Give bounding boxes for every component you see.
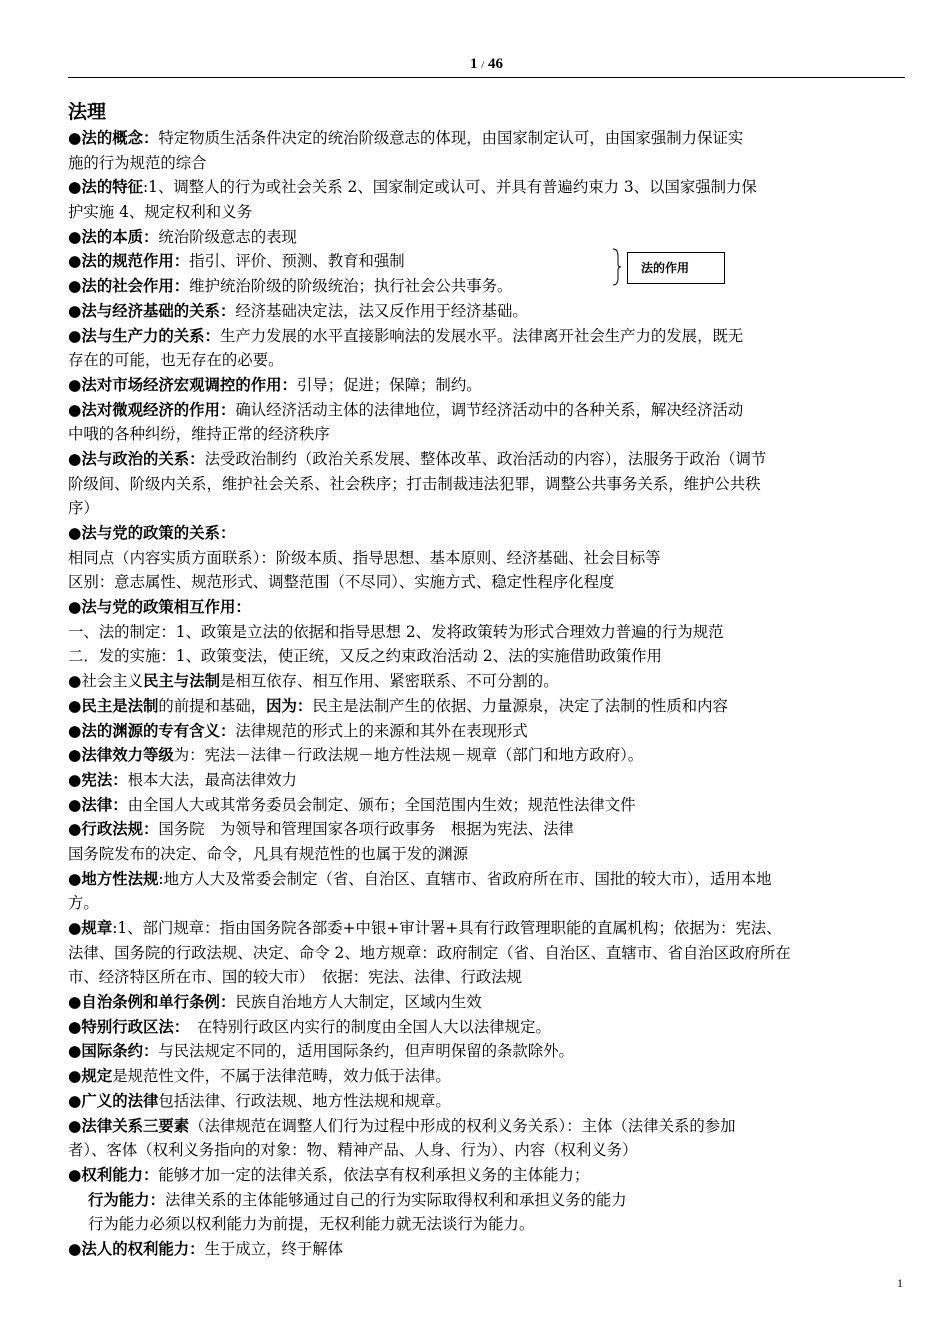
body-text: 护实施 4、规定权利和义务 [68, 203, 252, 222]
text-line [68, 175, 908, 200]
text-line [68, 225, 908, 250]
body-text: 施的行为规范的综合 [68, 153, 207, 172]
body-text: 由全国人大或其常务委员会制定、颁布；全国范围内生效；规范性法律文件 [127, 795, 636, 814]
bold-term: ●法与党的政策的关系： [68, 524, 236, 542]
text-line [68, 472, 908, 497]
body-text: 行为能力必须以权利能力为前提，无权利能力就无法谈行为能力。 [88, 1215, 535, 1234]
body-text: 存在的可能，也无存在的必要。 [68, 351, 284, 370]
bold-term: ●宪法： [68, 770, 128, 789]
body-text: 国务院 为领导和管理国家各项行政事务 根据为宪法、法律 [158, 820, 574, 839]
text-line [68, 1039, 908, 1064]
text-line [68, 817, 908, 842]
total-page-count: 46 [488, 56, 504, 72]
text-line [68, 620, 908, 645]
text-line [68, 644, 908, 669]
bold-term: ●规章 [68, 919, 113, 937]
bold-term: ●法与经济基础的关系： [68, 301, 236, 320]
text-line [68, 1015, 908, 1040]
body-text: 区别：意志属性、规范形式、调整范围（不尽同）、实施方式、稳定性程序化程度 [68, 573, 615, 592]
text-line [68, 941, 908, 966]
page-header [68, 56, 905, 73]
body-text: 根本大法，最高法律效力 [127, 770, 297, 789]
text-line [68, 1237, 908, 1262]
text-line [68, 348, 908, 373]
text-line [68, 867, 908, 892]
text-line [68, 324, 908, 349]
bold-term: ●特别行政区法： [68, 1017, 182, 1036]
text-line [68, 965, 908, 990]
bold-term: ●地方性法规 [68, 869, 159, 888]
text-line [68, 521, 908, 546]
text-line [68, 1064, 908, 1089]
text-line [68, 694, 908, 719]
body-text: 民主是法制产生的依据、力量源泉，决定了法制的性质和内容 [312, 696, 728, 715]
text-lines [68, 126, 908, 1262]
section-title: 法理 [68, 101, 107, 123]
bold-term: ●法律效力等级 [68, 746, 174, 765]
body-text: 民族自治地方人大制定，区域内生效 [235, 993, 482, 1012]
body-text: 维护统治阶级的阶级统治；执行社会公共事务。 [189, 277, 513, 296]
bold-term: ●法的规范作用： [68, 252, 190, 271]
body-text: :地方人大及常委会制定（省、自治区、直辖市、省政府所在市、国批的较大市），适用本地 [158, 869, 772, 888]
body-text: 法律关系的主体能够通过自己的行为实际取得权利和承担义务的能力 [164, 1190, 627, 1209]
text-line [68, 151, 908, 176]
body-text: 法律规范的形式上的来源和其外在表现形式 [235, 721, 528, 740]
body-text: 法受政治制约（政治关系发展、整体改革、政治活动的内容），法服务于政治（调节 [204, 449, 767, 468]
text-line [68, 669, 908, 694]
text-line [68, 1138, 908, 1163]
body-text: 是相互依存、相互作用、紧密联系、不可分割的。 [219, 672, 559, 691]
text-line [68, 990, 908, 1015]
bold-term: ●自治条例和单行条例： [68, 993, 236, 1012]
brace-icon [612, 248, 622, 286]
bold-term: 行为能力： [88, 1190, 165, 1209]
body-text: （法律规范在调整人们行为过程中形成的权利义务关系）：主体（法律关系的参加 [189, 1116, 736, 1135]
header-rule [68, 77, 905, 78]
text-line [68, 200, 908, 225]
bold-term: ●法对微观经济的作用： [68, 400, 236, 419]
text-line [68, 1188, 908, 1213]
body-text: 法律、国务院的行政法规、决定、命令 2、地方规章：政府制定（省、自治区、直辖市、省自治区政府所在 [68, 943, 791, 962]
bold-term: 因为： [266, 696, 313, 715]
body-text: 与民法规定不同的，适用国际条约，但声明保留的条款除外。 [158, 1042, 574, 1061]
text-line [68, 299, 908, 324]
bold-term: ● [68, 672, 82, 691]
body-text: 在特别行政区内实行的制度由全国人大以法律规定。 [181, 1017, 551, 1036]
bold-term: ●法的渊源的专有含义： [68, 721, 236, 740]
bold-term: ●法的本质： [68, 227, 159, 246]
text-line [68, 891, 908, 916]
bold-term: ●法与政治的关系： [68, 449, 205, 468]
text-line [68, 274, 908, 299]
body-text: 二．发的实施：1、政策变法，使正统，又反之约束政治活动 2、法的实施借助政策作用 [68, 647, 662, 666]
text-line [68, 570, 908, 595]
bold-term: ●法的社会作用： [68, 277, 190, 296]
document-body [68, 98, 908, 1262]
page-separator: / [481, 59, 485, 71]
text-line [68, 768, 908, 793]
bold-term: ●法的概念： [68, 129, 159, 147]
text-line [68, 719, 908, 744]
body-text: 中哦的各种纠纷，维持正常的经济秩序 [68, 425, 330, 444]
text-line [68, 842, 908, 867]
bold-term: ●法的特征 [68, 178, 143, 197]
body-text: 序） [68, 499, 99, 518]
text-line [68, 447, 908, 472]
body-text: :1、调整人的行为或社会关系 2、国家制定或认可、并具有普遍约束力 3、以国家强制力保 [143, 178, 757, 197]
text-line [68, 595, 908, 620]
bold-term: ●权利能力： [68, 1165, 159, 1184]
text-line [68, 249, 908, 274]
bold-term: ●规定 [68, 1067, 113, 1086]
body-text: 国务院发布的决定、命令，凡具有规范性的也属于发的渊源 [68, 844, 469, 863]
text-line [68, 373, 908, 398]
bold-term: ●法人的权利能力： [68, 1239, 205, 1258]
bold-term: ●广义的法律 [68, 1091, 159, 1110]
body-text: 相同点（内容实质方面联系）：阶级本质、指导思想、基本原则、经济基础、社会目标等 [68, 548, 661, 567]
body-text: 阶级间、阶级内关系，维护社会关系、社会秩序；打击制裁违法犯罪，调整公共事务关系，维护公共秩 [68, 474, 761, 493]
bold-term: 民主与法制 [143, 672, 220, 691]
body-text: 特定物质生活条件决定的统治阶级意志的体现，由国家制定认可，由国家强制力保证实 [158, 129, 744, 147]
body-text: 一、法的制定：1、政策是立法的依据和指导思想 2、发将政策转为形式合理效力普遍的行为规范 [68, 622, 724, 641]
body-text: 包括法律、行政法规、地方性法规和规章。 [158, 1091, 451, 1110]
text-line [68, 916, 908, 941]
bold-term: ●法律关系三要素 [68, 1116, 190, 1135]
bold-term: ●法与生产力的关系： [68, 326, 220, 345]
bold-term: ●国际条约： [68, 1042, 159, 1061]
text-line [68, 1163, 908, 1188]
callout-box: 法的作用 [627, 252, 725, 284]
bold-term: ●法对市场经济宏观调控的作用： [68, 375, 297, 394]
body-text: 经济基础决定法，法又反作用于经济基础。 [235, 301, 528, 320]
text-line [68, 126, 908, 151]
bold-term: ●法律： [68, 795, 128, 814]
bold-term: ●民主是法制 [68, 696, 159, 715]
body-text: 社会主义 [81, 672, 144, 691]
text-line [68, 546, 908, 571]
text-line [68, 1212, 908, 1237]
text-line [68, 1089, 908, 1114]
body-text: 引导；促进；保障；制约。 [296, 375, 482, 394]
body-text: 者）、客体（权利义务指向的对象：物、精神产品、人身、行为）、内容（权利义务） [68, 1141, 638, 1160]
bold-term: ●行政法规： [68, 820, 159, 839]
text-line [68, 793, 908, 818]
bold-term: ●法与党的政策相互作用： [68, 598, 251, 617]
text-line [68, 422, 908, 447]
text-line [68, 1114, 908, 1139]
body-text: 确认经济活动主体的法律地位，调节经济活动中的各种关系，解决经济活动 [235, 400, 744, 419]
text-line [68, 398, 908, 423]
body-text: 指引、评价、预测、教育和强制 [189, 252, 405, 271]
body-text: 市、经济特区所在市、国的较大市） 依据：宪法、法律、行政法规 [68, 968, 523, 987]
body-text: 方。 [68, 894, 99, 913]
footer-page-number: 1 [897, 1276, 903, 1290]
body-text: 是规范性文件，不属于法律范畴，效力低于法律。 [112, 1067, 451, 1086]
body-text: 生产力发展的水平直接影响法的发展水平。法律离开社会生产力的发展，既无 [219, 326, 744, 345]
body-text: 统治阶级意志的表现 [158, 227, 297, 246]
body-text: :1、部门规章：指由国务院各部委+中银+审计署+具有行政管理职能的直属机构；依据为：宪法、 [112, 919, 782, 937]
body-text: 为：宪法－法律－行政法规－地方性法规－规章（部门和地方政府）。 [173, 746, 644, 765]
text-line [68, 743, 908, 768]
body-text: 生于成立，终于解体 [204, 1239, 344, 1258]
body-text: 能够才加一定的法律关系，依法享有权利承担义务的主体能力； [158, 1165, 590, 1184]
text-line [68, 496, 908, 521]
body-text: 的前提和基础， [158, 696, 267, 715]
current-page-number: 1 [469, 56, 478, 72]
